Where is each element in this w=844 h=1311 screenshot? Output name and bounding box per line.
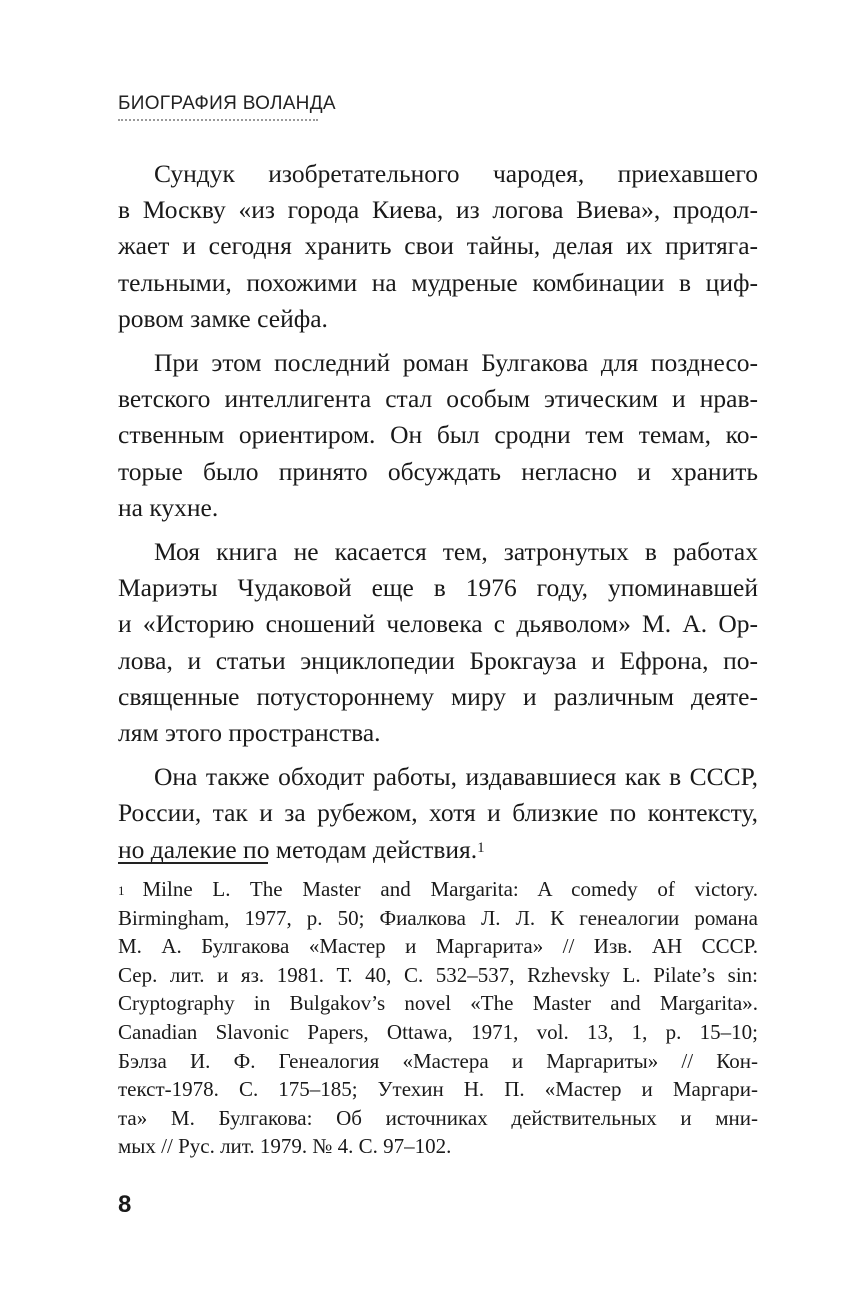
footnote-line: мых // Рус. лит. 1979. № 4. С. 97–102. xyxy=(118,1134,452,1159)
footnote-line: текст-1978. С. 175–185; Утехин Н. П. «Мастер и Маргари- xyxy=(118,1077,758,1102)
footnote-line: Бэлза И. Ф. Генеалогия «Мастера и Маргариты» // Кон- xyxy=(118,1048,758,1073)
footnote-line: Canadian Slavonic Papers, Ottawa, 1971, vol. 13, 1, p. 15–10; xyxy=(118,1019,758,1044)
paragraph-1 xyxy=(118,156,758,337)
main-text xyxy=(118,156,758,868)
paragraph-2 xyxy=(118,345,758,526)
text-line: на кухне. xyxy=(118,492,219,522)
footnote-reference[interactable]: 1 xyxy=(477,839,485,856)
footnote-line: Сер. лит. и яз. 1981. Т. 40, С. 532–537, Rzhevsky L. Pilate’s sin: xyxy=(118,962,758,987)
text-line: лова, и статьи энциклопедии Брокгауза и Ефрона, по- xyxy=(118,645,758,675)
running-head-rule xyxy=(118,119,318,121)
text-line: России, так и за рубежом, хотя и близкие по контексту, xyxy=(118,798,758,828)
page-number: 8 xyxy=(118,1191,132,1218)
text-line: жает и сегодня хранить свои тайны, делая их притяга- xyxy=(118,231,758,261)
text-line: тельными, похожими на мудреные комбинации в циф- xyxy=(118,267,758,297)
text-line: ровом замке сейфа. xyxy=(118,303,328,333)
footnote-line: Birmingham, 1977, p. 50; Фиалкова Л. Л. К генеалогии романа xyxy=(118,905,758,930)
footnote-line: та» М. Булгакова: Об источниках действительных и мни- xyxy=(118,1105,758,1130)
text-line: и «Историю сношений человека с дьяволом» М. А. Ор- xyxy=(118,609,758,639)
footnote-number: 1 xyxy=(118,883,125,898)
text-line: Она также обходит работы, издававшиеся как в СССР, xyxy=(154,762,758,792)
footnote-separator xyxy=(118,862,268,864)
text-line: ственным ориентиром. Он был сродни тем темам, ко- xyxy=(118,420,758,450)
text-line: ветского интеллигента стал особым этическим и нрав- xyxy=(118,384,758,414)
running-head-title: БИОГРАФИЯ ВОЛАНДА xyxy=(118,93,336,114)
text-line: в Москву «из города Киева, из логова Виева», продол- xyxy=(118,195,758,225)
text-line: Моя книга не касается тем, затронутых в работах xyxy=(154,537,758,567)
footnote-line-first xyxy=(118,875,758,904)
footnote-1 xyxy=(118,875,758,1161)
paragraph-3 xyxy=(118,534,758,751)
footnote-line: М. А. Булгакова «Мастер и Маргарита» // Изв. АН СССР. xyxy=(118,934,758,959)
text-line: Мариэты Чудаковой еще в 1976 году, упоминавшей xyxy=(118,573,758,603)
text-line: лям этого пространства. xyxy=(118,718,381,748)
text-line: При этом последний роман Булгакова для позднесо- xyxy=(154,348,758,378)
text-line: священные потустороннему миру и различным деяте- xyxy=(118,681,758,711)
footnote-line: Cryptography in Bulgakov’s novel «The Master and Margarita». xyxy=(118,991,758,1016)
text-line: Сундук изобретательного чародея, приехавшего xyxy=(154,159,758,188)
footnote-line: Milne L. The Master and Margarita: A comedy of victory. xyxy=(142,877,758,901)
text-line: торые было принято обсуждать негласно и хранить xyxy=(118,456,758,486)
text-line: но далекие по методам действия. xyxy=(118,834,478,864)
paragraph-4 xyxy=(118,759,758,868)
